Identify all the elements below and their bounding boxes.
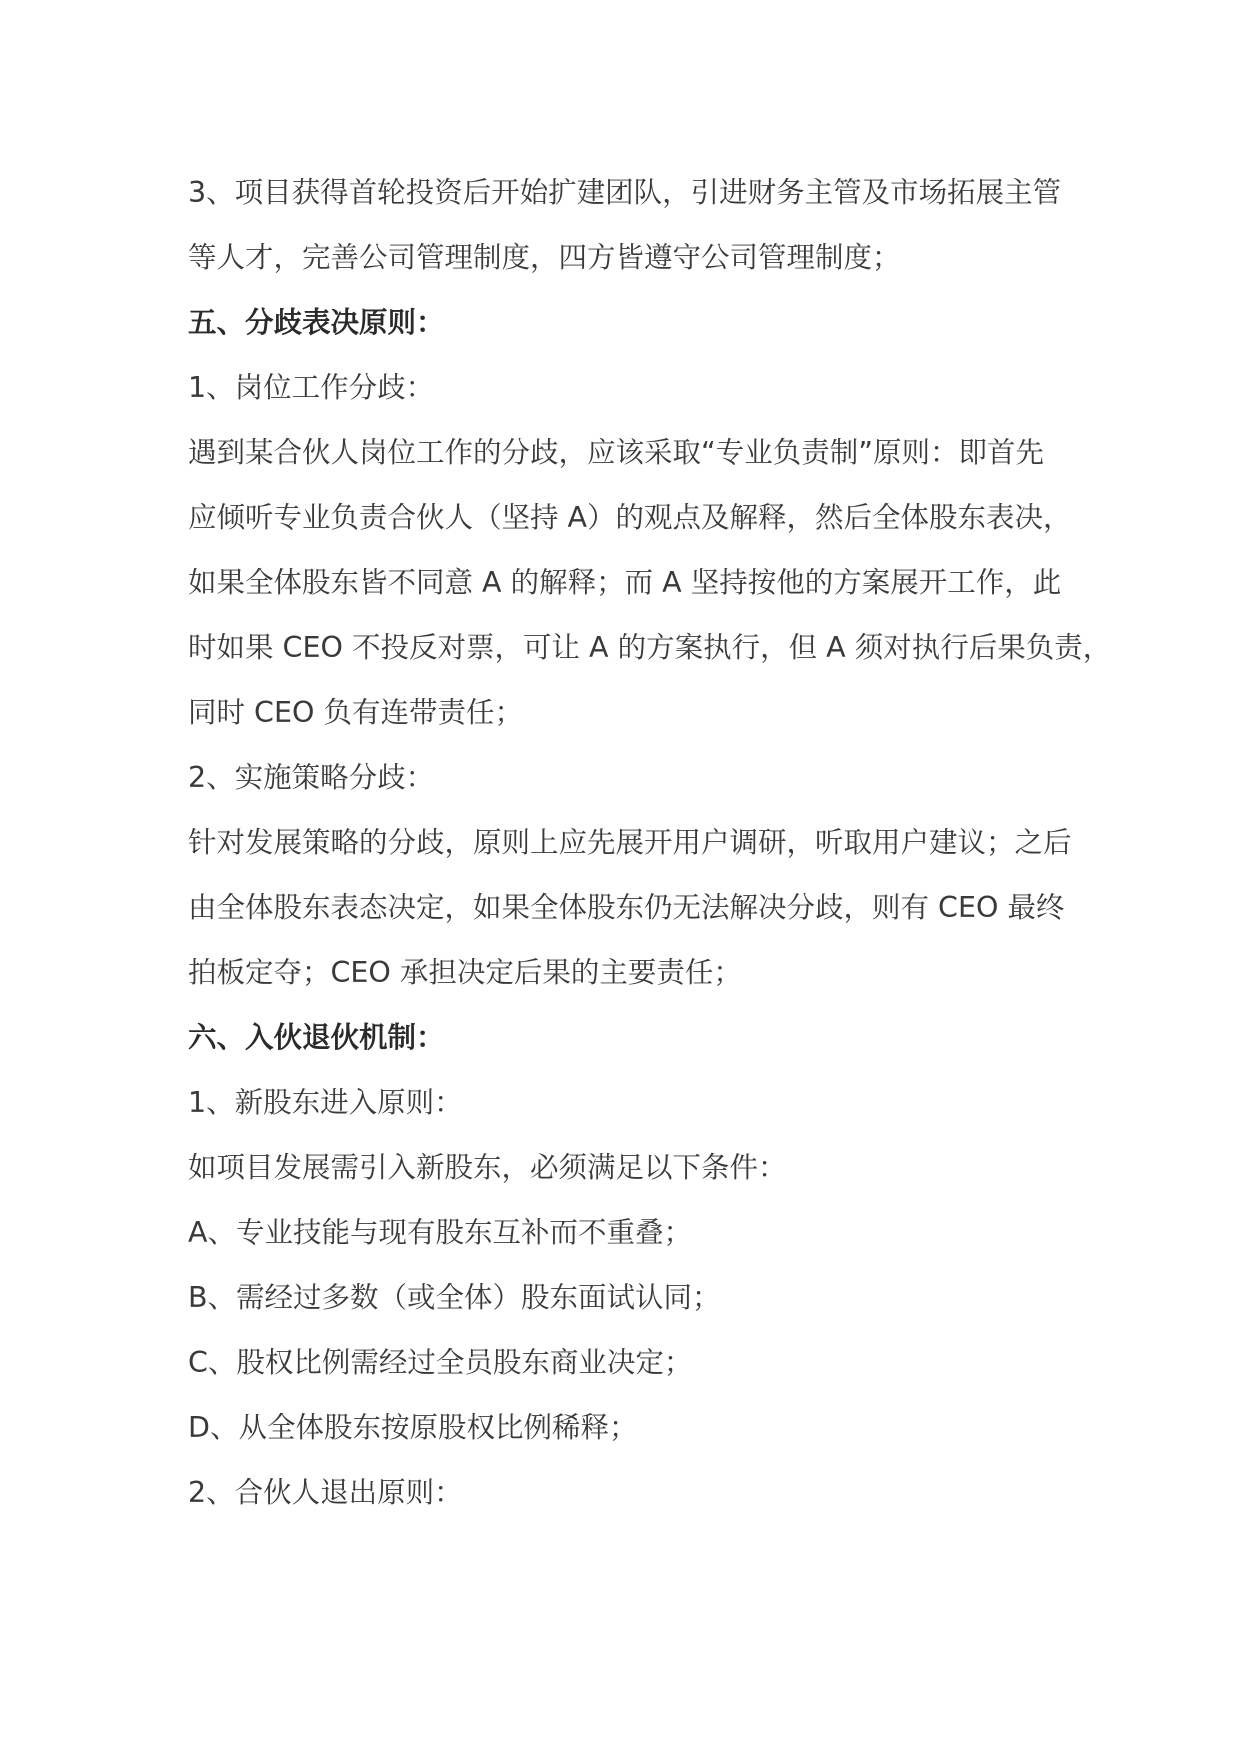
list-item: D、从全体股东按原股权比例稀释； (188, 1411, 638, 1444)
subheading-new-shareholder: 1、新股东进入原则： (188, 1086, 463, 1119)
section-heading-5: 五、分歧表决原则： (188, 306, 445, 339)
paragraph-line: 等人才，完善公司管理制度，四方皆遵守公司管理制度； (188, 241, 901, 274)
paragraph-line: 由全体股东表态决定，如果全体股东仍无法解决分歧，则有 CEO 最终 (188, 891, 1065, 924)
paragraph-line: 拍板定夺；CEO 承担决定后果的主要责任； (188, 956, 742, 989)
paragraph-line: 3、项目获得首轮投资后开始扩建团队，引进财务主管及市场拓展主管 (188, 176, 1062, 209)
paragraph-line: 同时 CEO 负有连带责任； (188, 696, 523, 729)
paragraph-line: 时如果 CEO 不投反对票，可让 A 的方案执行，但 A 须对执行后果负责， (188, 631, 1112, 664)
paragraph-line: 如项目发展需引入新股东，必须满足以下条件： (188, 1151, 787, 1184)
paragraph-line: 针对发展策略的分歧，原则上应先展开用户调研，听取用户建议；之后 (188, 826, 1072, 859)
subheading-post-dispute: 1、岗位工作分歧： (188, 371, 435, 404)
list-item: C、股权比例需经过全员股东商业决定； (188, 1346, 693, 1379)
document-body (188, 160, 1112, 1525)
list-item: B、需经过多数（或全体）股东面试认同； (188, 1281, 721, 1314)
subheading-strategy-dispute: 2、实施策略分歧： (188, 761, 435, 794)
paragraph-line: 如果全体股东皆不同意 A 的解释；而 A 坚持按他的方案展开工作，此 (188, 566, 1062, 599)
section-heading-6: 六、入伙退伙机制： (188, 1021, 445, 1054)
paragraph-line: 遇到某合伙人岗位工作的分歧，应该采取“专业负责制”原则：即首先 (188, 436, 1045, 469)
paragraph-line: 应倾听专业负责合伙人（坚持 A）的观点及解释，然后全体股东表决， (188, 501, 1072, 534)
list-item: A、专业技能与现有股东互补而不重叠； (188, 1216, 692, 1249)
subheading-partner-exit: 2、合伙人退出原则： (188, 1476, 463, 1509)
